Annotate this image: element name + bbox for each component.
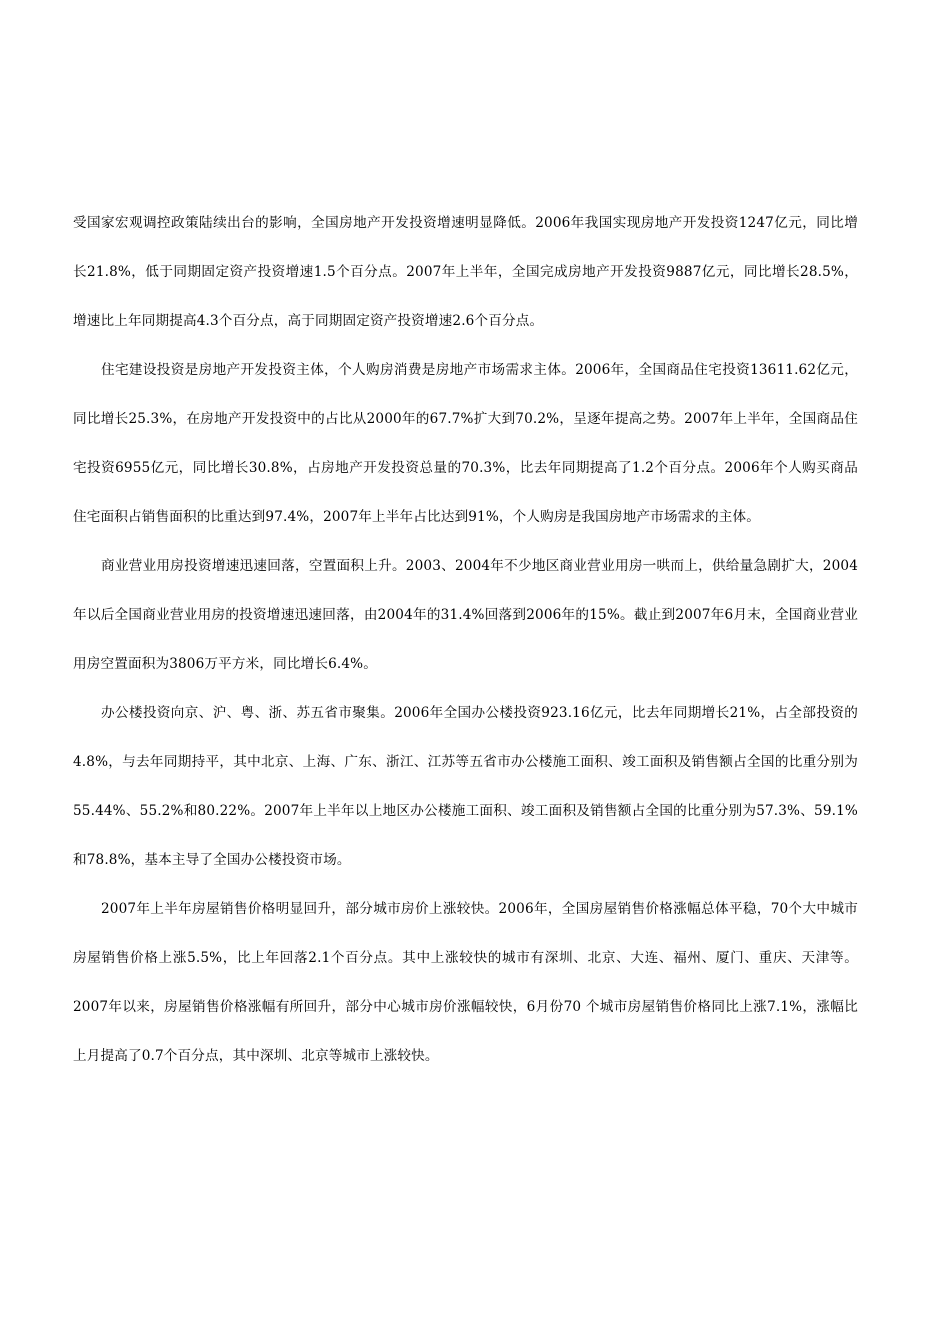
paragraph-residential-investment: 住宅建设投资是房地产开发投资主体，个人购房消费是房地产市场需求主体。2006年，全国商品住宅投资13611.62亿元，同比增长25.3%，在房地产开发投资中的占比从2000年的67.7%扩大到70.2%，呈逐年提高之势。2007年上半年，全国商品住宅投资6955亿元，同比增长30.8%，占房地产开发投资总量的70.3%，比去年同期提高了1.2个百分点。2006年个人购买商品住宅面积占销售面积的比重达到97.4%，2007年上半年占比达到91%，个人购房是我国房地产市场需求的主体。 bbox=[73, 362, 858, 525]
paragraph-office-investment: 办公楼投资向京、沪、粤、浙、苏五省市聚集。2006年全国办公楼投资923.16亿元，比去年同期增长21%，占全部投资的4.8%，与去年同期持平，其中北京、上海、广东、浙江、江苏等五省市办公楼施工面积、竣工面积及销售额占全国的比重分别为55.44%、55.2%和80.22%。2007年上半年以上地区办公楼施工面积、竣工面积及销售额占全国的比重分别为57.3%、59.1%和78.8%，基本主导了全国办公楼投资市场。 bbox=[73, 705, 858, 868]
document-body bbox=[73, 199, 858, 1081]
paragraph-investment-growth: 受国家宏观调控政策陆续出台的影响，全国房地产开发投资增速明显降低。2006年我国实现房地产开发投资1247亿元，同比增长21.8%，低于同期固定资产投资增速1.5个百分点。2007年上半年，全国完成房地产开发投资9887亿元，同比增长28.5%，增速比上年同期提高4.3个百分点，高于同期固定资产投资增速2.6个百分点。 bbox=[73, 215, 858, 329]
paragraph-housing-prices: 2007年上半年房屋销售价格明显回升，部分城市房价上涨较快。2006年，全国房屋销售价格涨幅总体平稳，70个大中城市房屋销售价格上涨5.5%，比上年回落2.1个百分点。其中上涨较快的城市有深圳、北京、大连、福州、厦门、重庆、天津等。2007年以来，房屋销售价格涨幅有所回升，部分中心城市房价涨幅较快，6月份70 个城市房屋销售价格同比上涨7.1%，涨幅比上月提高了0.7个百分点，其中深圳、北京等城市上涨较快。 bbox=[73, 901, 858, 1064]
paragraph-commercial-property: 商业营业用房投资增速迅速回落，空置面积上升。2003、2004年不少地区商业营业用房一哄而上，供给量急剧扩大，2004年以后全国商业营业用房的投资增速迅速回落，由2004年的31.4%回落到2006年的15%。截止到2007年6月末，全国商业营业用房空置面积为3806万平方米，同比增长6.4%。 bbox=[73, 558, 858, 672]
